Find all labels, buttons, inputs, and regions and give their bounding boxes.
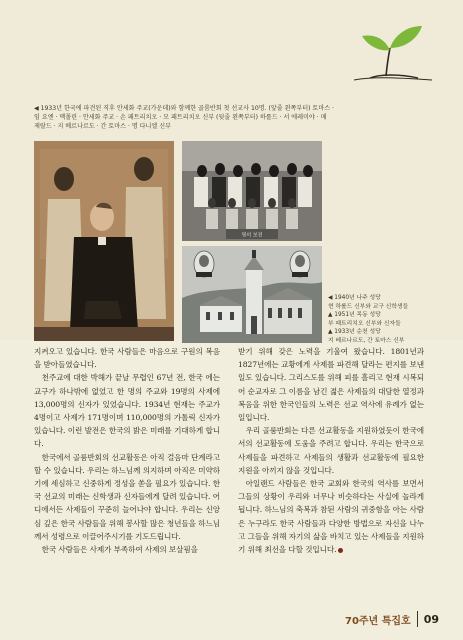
body-paragraph: 지켜오고 있습니다. 한국 사람들은 마음으로 구원의 복음을 받아들였습니다. [34, 347, 220, 370]
photo-caption-right [328, 294, 440, 345]
body-paragraph: 받기 위해 갖은 노력을 기울여 왔습니다. 1801년과 1827년에는 교황에게 사제를 파견해 달라는 편지를 보낸 일도 있습니다. 그리스도를 위해 피를 흘리고 현재 시복되어 순교자로 그 이름을 남긴 젊은 사제들의 대담한 열정과 복음을 위한 한국인들의 노력은 선교 역사에 유례가 없는 일입니다. [238, 347, 424, 423]
page-footer [345, 610, 439, 628]
sprout-icon [340, 22, 440, 82]
caption-line: ▲ 1951년 목동 성당 [328, 312, 381, 318]
body-column-left [34, 345, 220, 556]
caption-line: 부 패트리치오 신부와 신자들 [328, 320, 401, 327]
issue-title: 70주년 특집호 [344, 615, 411, 627]
body-paragraph [238, 477, 424, 556]
end-mark-icon [338, 548, 343, 553]
caption-line: 현 하롤드 신부와 교구 신학생들 [328, 303, 409, 310]
photo-caption-top: ◀ 1933년 한국에 파견된 직후 안세화 주교(가운데)와 함께한 골룸반회 첫 선교사 10명. (앞줄 왼쪽부터) 토마스 · 임 요엔 · 맥폴린 · 안세화 주교 · 손 패트리치오 · 모 패트리치오 신부 (뒷줄 왼쪽부터) 하롤드 · 서 에레미야 · 매 제랄드 · 지 베르나르도 · 간 토마스 · 명 다니엘 신부 [34, 105, 334, 130]
caption-line: 지 베르나르도, 간 토마스 신부 [328, 337, 405, 344]
body-paragraph: 한국에서 골룸반회의 선교활동은 아직 걸음마 단계라고 할 수 있습니다. 우리는 하느님께 의지하며 아직은 미약하기에 세심하고 신중하게 정성을 쏟을 필요가 있습니다. 한국 선교의 미래는 신학생과 신자들에게 달려 있습니다. 어디에서든 사제들이 꾸준히 늘어나야 합니다. 우리는 신앙심 깊은 한국 사람들을 위해 봉사할 많은 청년들을 하느님께서 성령으로 이끌어주시기를 기도드립니다. [34, 452, 220, 541]
body-column-right [238, 345, 424, 556]
church-building-photo [182, 246, 322, 343]
footer-divider [417, 611, 418, 627]
page-number: 09 [423, 612, 439, 626]
caption-line: ▲ 1933년 순천 성당 [328, 329, 381, 335]
nuns-group-photo [182, 141, 322, 241]
missionaries-portrait-photo [34, 141, 174, 341]
body-paragraph: 천주교에 대한 박해가 끝날 무렵인 67년 전, 한국 에는 교구가 하나밖에 없었고 한 명의 주교와 19명의 사제에 13,000명의 신자가 있었습니다. 1934년 현재는 주교가 4명이고 사제가 171명이며 110,000명의 가톨릭 신자가 있습니다. 이런 발전은 한국의 밝은 미래를 기대하게 합니다. [34, 373, 220, 449]
body-paragraph-text: 아일랜드 사람들은 한국 교회와 한국의 역사를 보면서 그들의 상황이 우리와 너무나 비슷하다는 사실에 놀라게 됩니다. 하느님의 축복과 참된 사람의 귀중함을 아는 사람은 누구라도 한국 사람들과 다양한 방법으로 자신을 나누고 그들을 위해 자기의 삶을 바치고 있는 사제들을 지원하기 위해 최선을 다할 것입니다. [238, 479, 424, 555]
photo-sign-text: 명의 보전 [241, 232, 263, 239]
body-paragraph: 한국 사람들은 사제가 부족하여 사제의 보살핌을 [41, 545, 198, 555]
caption-line: ◀ 1940년 나주 성당 [328, 295, 381, 301]
body-paragraph: 우리 골룸반회는 다른 선교활동을 지원하였듯이 한국에서의 선교활동에 도움을 주려고 합니다. 우리는 한국으로 사제들을 파견하고 사제들의 생활과 선교활동에 필요한 지원을 아끼지 않을 것입니다. [238, 426, 424, 475]
